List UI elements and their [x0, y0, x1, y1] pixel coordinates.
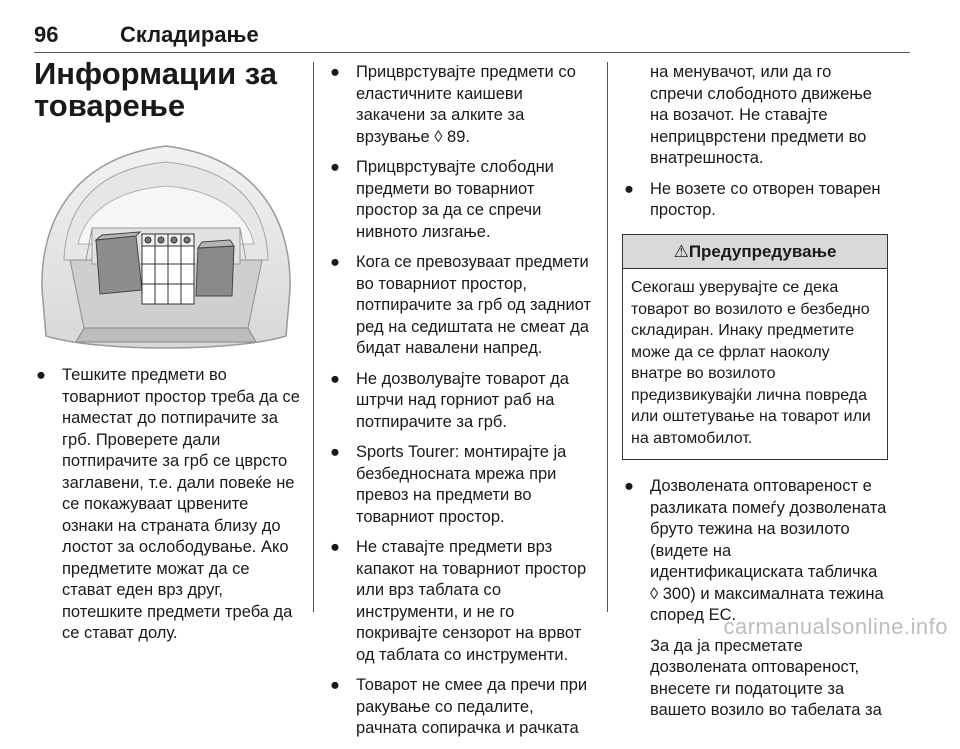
page-header [34, 22, 910, 50]
watermark: carmanualsonline.info [723, 614, 948, 639]
warning-icon: ⚠ [673, 241, 689, 261]
list-item: ● Товарот не смее да пречи при ракување со педалите, рачната сопирачка и рачката [330, 676, 588, 737]
list-item: ● Прицврстувајте слободни предмети во товарниот простор за да се спречи нивното лизгање. [330, 158, 554, 241]
bullet-icon: ● [624, 179, 634, 198]
section-title: Информации за товарење [34, 56, 277, 123]
list-item: ● Дозволената оптовареност е разликата помеѓу дозволената бруто тежина на возилото (видете на идентификациската табличка ◊ 300) и максималната тежина според ЕС. [624, 477, 887, 624]
list-item: ● Не дозволувајте товарот да штрчи над горниот раб на потпирачите за грб. [330, 369, 569, 431]
bullet-icon: ● [330, 63, 340, 81]
column-divider-2 [607, 62, 608, 612]
header-rule [34, 52, 910, 53]
list-item: ● Не возете со отворен товарен простор. [624, 179, 881, 219]
column-1 [34, 365, 302, 654]
page-number: 96 [34, 22, 59, 47]
warning-body: Секогаш уверувајте се дека товарот во возилото е безбедно складиран. Инаку предметите може да се фрлат наоколу внатре во возилото предизвикувајќи лична повреда или оштетување на товарот или на автомобилот. [631, 279, 871, 447]
continued-text: на менувачот, или да го спречи слободното движење на возачот. Не ставајте неприцврстени предмети во внатрешноста. [650, 63, 872, 167]
continued-paragraph: За да ја пресметате дозволената оптовареност, внесете ги податоците за вашето возило во табелата за [650, 636, 882, 719]
cargo-illustration [34, 140, 298, 354]
warning-header [623, 235, 887, 270]
list-item: ● Прицврстувајте предмети со еластичните каишеви закачени за алките за врзување ◊ 89. [330, 63, 576, 146]
bullet-icon: ● [36, 366, 46, 384]
list-item: ● Не ставајте предмети врз капакот на товарниот простор или врз таблата со инструменти, и не го покривајте сензорот на врвот од таблата со инструменти. [330, 538, 587, 664]
warning-heading: Предупредување [688, 241, 837, 261]
bullet-icon: ● [330, 538, 340, 556]
crate-illustration [142, 234, 194, 304]
bullet-icon: ● [330, 253, 340, 271]
list-item: ● Sports Tourer: монтирајте ја безбедносната мрежа при превоз на предмети во товарниот простор. [330, 443, 567, 526]
warning-box [622, 234, 888, 461]
column-divider-1 [313, 62, 314, 612]
bullet-icon: ● [624, 477, 634, 495]
bullet-icon: ● [330, 443, 340, 461]
bullet-icon: ● [330, 369, 340, 388]
list-item: ● Кога се превозуваат предмети во товарниот простор, потпирачите за грб од задниот ред на седиштата не смеат да бидат навалени напред. [330, 253, 592, 357]
bullet-icon: ● [330, 158, 340, 176]
column-2 [328, 62, 596, 749]
bullet-icon: ● [330, 676, 340, 694]
running-section-title: Складирање [120, 22, 259, 47]
list-item: ● Тешките предмети во товарниот простор треба да се наместат до потпирачите за грб. Проверете дали потпирачите за грб се цврсто заглавени, т.е. дали повеќе не се покажуваат црвените ознаки на страната близу до лостот за ослободување. Ако предметите можат да се стават еден врз друг, потешките предмети треба да се стават долу. [36, 366, 300, 642]
